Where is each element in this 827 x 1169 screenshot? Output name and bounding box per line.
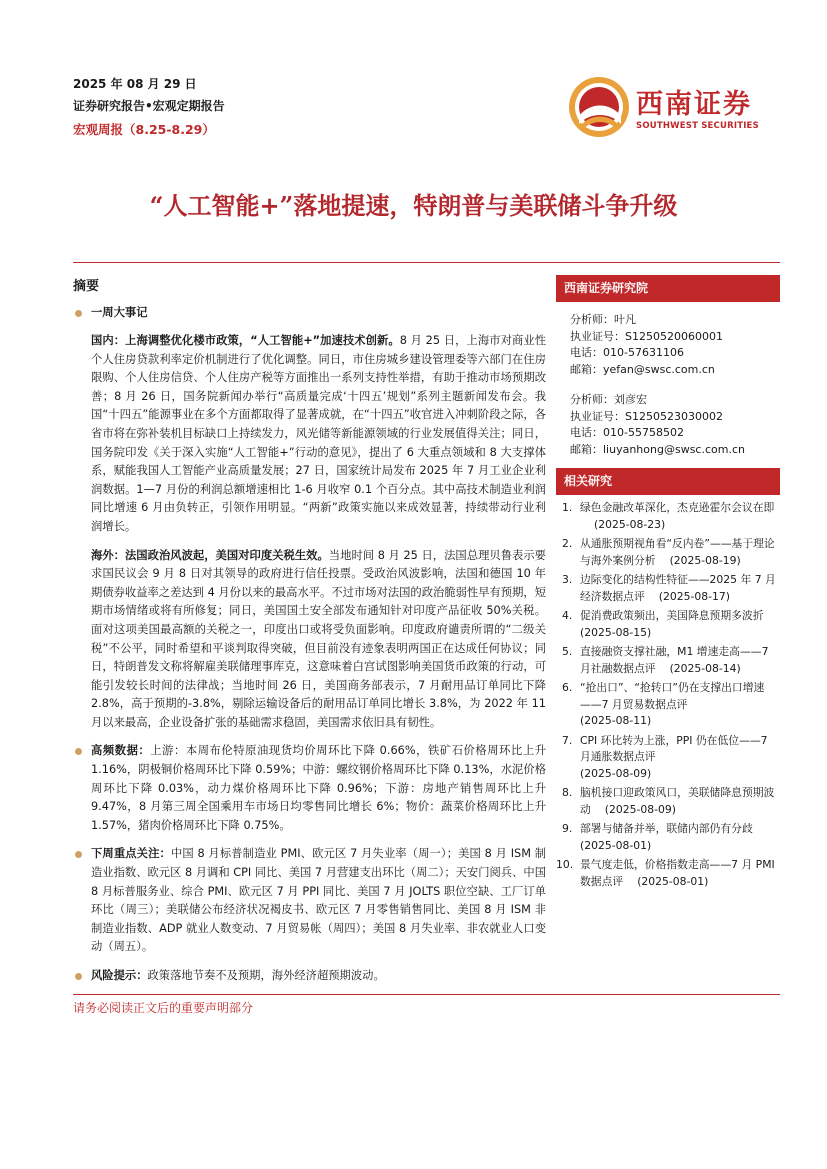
domestic-lead: 国内：上海调整优化楼市政策，“人工智能+”加速技术创新。 [91,334,400,347]
next-lead: 下周重点关注： [91,847,171,861]
item-title: 促消费政策频出，美国降息预期多波折 [580,609,764,622]
top-divider [73,262,780,263]
risk-lead: 风险提示： [91,969,148,982]
item-title: “抢出口”、“抢转口”仍在支撑出口增速——7 月贸易数据点评 [580,681,765,711]
institute-banner: 西南证券研究院 [556,275,780,302]
list-item[interactable] [556,572,780,605]
list-item[interactable] [556,857,780,890]
bottom-divider [73,994,780,995]
domestic-paragraph [73,332,546,537]
logo-chinese-name: 西南证券 [636,89,752,120]
analyst-phone: 电话：010-57631106 [570,346,684,359]
item-date: (2025-08-17) [658,589,730,603]
item-number: 7. [562,733,573,747]
analyst-email[interactable]: 邮箱：liuyanhong@swsc.com.cn [570,442,745,456]
item-date: (2025-08-09) [580,766,652,780]
item-number: 3. [562,573,573,586]
footer-disclaimer: 请务必阅读正文后的重要声明部分 [73,1001,254,1015]
overseas-paragraph [73,547,546,733]
logo-emblem-icon [566,74,632,140]
report-date: 2025 年 08 月 29 日 [73,77,197,91]
item-number: 1. [562,501,573,514]
analyst-block [556,312,780,458]
item-title: 边际变化的结构性特征——2025 年 7 月经济数据点评 [580,573,776,603]
item-date: (2025-08-01) [637,874,709,888]
item-date: (2025-08-01) [580,838,652,852]
item-title: 景气度走低，价格指数走高——7 月 PMI 数据点评 [580,858,775,888]
analyst-email[interactable]: 邮箱：yefan@swsc.com.cn [570,362,715,376]
bullet-dot-icon [75,310,82,317]
high-frequency-item [73,742,546,835]
item-number: 10. [556,858,574,871]
list-item[interactable] [556,733,780,783]
item-title: 从通胀预期视角看“反内卷”——基于理论与海外案例分析 [580,537,775,567]
bullet-dot-icon [75,851,82,858]
report-type: 证券研究报告•宏观定期报告 [73,99,225,113]
next-week-item [73,845,546,957]
list-item[interactable] [556,785,780,818]
item-number: 4. [562,609,573,622]
hf-lead: 高频数据： [91,744,151,758]
logo-english-name: SOUTHWEST SECURITIES [636,121,759,131]
item-title: 部署与储备并举，联储内部仍有分歧 [580,822,753,835]
week-events-label: 一周大事记 [91,306,148,319]
item-date: (2025-08-11) [580,714,652,727]
item-date: (2025-08-09) [604,802,676,816]
list-item[interactable] [556,644,780,677]
company-logo [566,72,766,142]
risk-body: 政策落地节奏不及预期，海外经济超预期波动。 [147,969,385,982]
item-date: (2025-08-15) [580,625,652,639]
report-series: 宏观周报（8.25-8.29） [73,122,215,137]
item-number: 6. [562,681,573,694]
next-body: 中国 8 月标普制造业 PMI、欧元区 7 月失业率（周一）；美国 8 月 ISM 制造业指数、欧元区 8 月调和 CPI 同比、美国 7 月营建支出环比（周二）；天安门阅兵、中国 8 月标普服务业、综合 PMI、欧元区 7 月 PPI 同比、美国 7 月 JOLTS 职位空缺、工厂订单环比（周三）；美联储公布经济状况褐皮书、欧元区 7 月零售销售同比、美国 8 月 ISM 非制造业指数、ADP 就业人数变动、7 月贸易帐（周四）；美国 8 月失业率、非农就业人口变动（周五）。 [91,847,546,954]
related-research-list [556,500,780,890]
list-item[interactable] [556,680,780,730]
domestic-body: 8 月 25 日，上海市对商业性个人住房贷款利率定价机制进行了优化调整。同日，市住房城乡建设管理委等六部门在住房限购、个人住房信贷、个人住房产税等方面推出一系列支持性举措，有助于推动市场预期改善；8 月 26 日，国务院新闻办举行“高质量完成‘十四五’规划”系列主题新闻发布会。我国“十四五”能源事业在多个方面都取得了显著成就，在“十四五”收官进入冲刺阶段之际，各省市将在弥补装机目标缺口上持续发力，风光储等新能源领域的行业发展值得关注；同日，国务院印发《关于深入实施“人工智能+”行动的意见》，提出了 6 大重点领域和 8 大支撑体系，赋能我国人工智能产业高质量发展；27 日，国家统计局发布 2025 年 7 月工业企业利润数据。1—7 月份的利润总额增速相比 1-6 月收窄 0.1 个百分点。其中高技术制造业利润同比增速 6 月由负转正，引领作用明显。“两新”政策实施以来成效显著，持续带动行业利润增长。 [91,334,546,533]
list-item[interactable] [556,500,780,533]
item-date: (2025-08-19) [669,553,741,567]
item-number: 9. [562,822,573,835]
report-title: “人工智能+”落地提速，特朗普与美联储斗争升级 [149,191,678,220]
list-item[interactable] [556,821,780,854]
item-number: 2. [562,537,573,550]
related-research [556,468,780,890]
item-title: 直接融资支撑社融，M1 增速走高——7 月社融数据点评 [580,645,769,675]
related-research-banner: 相关研究 [556,468,780,495]
item-title: 脑机接口迎政策风口，美联储降息预期波动 [580,786,775,816]
analyst-phone: 电话：010-55758502 [570,426,684,439]
item-date: (2025-08-14) [669,661,741,675]
abstract-heading: 摘要 [73,279,100,294]
list-item[interactable] [556,608,780,641]
analyst-cert: 执业证号：S1250520060001 [570,329,723,343]
item-title: CPI 环比转为上涨，PPI 仍在低位——7 月通胀数据点评 [580,733,768,763]
hf-body: 上游：本周布伦特原油现货均价周环比下降 0.66%，铁矿石价格周环比上升 1.16%，阴极铜价格周环比下降 0.59%；中游：螺纹钢价格周环比下降 0.13%，水泥价格周环比下降 0.03%，动力煤价格周环比下降 0.96%；下游：房地产销售周环比上升 9.47%，8 月第三周全国乘用车市场日均零售同比增长 6%；物价：蔬菜价格周环比上升 1.57%，猪肉价格周环比下降 0.75%。 [91,744,546,832]
abstract-body [73,300,546,986]
analyst-name: 分析师：刘彦宏 [570,393,647,406]
analyst-name: 分析师：叶凡 [570,313,636,326]
week-events-heading [73,300,546,326]
bullet-dot-icon [75,973,82,980]
risk-item [73,967,546,986]
analyst-cert: 执业证号：S1250523030002 [570,409,723,423]
bullet-dot-icon [75,748,82,755]
list-item[interactable] [556,536,780,569]
overseas-lead: 海外：法国政治风波起，美国对印度关税生效。 [91,548,329,562]
item-date: (2025-08-23) [594,517,666,531]
item-title: 绿色金融改革深化，杰克逊霍尔会议在即 [580,501,775,514]
item-number: 8. [562,786,573,799]
item-number: 5. [562,645,573,658]
overseas-body: 当地时间 8 月 25 日，法国总理贝鲁表示要求国民议会 9 月 8 日对其领导的政府进行信任投票。受政治风波影响，法国和德国 10 年期债券收益率之差达到 4 月份以来的最高水平。不过市场对法国的政治脆弱性早有预期，短期市场情绪或将有所修复；同日，美国国土安全部发布通知针对印度产品征收 50%关税。面对这项美国最高额的关税之一，印度出口或将受负面影响。印度政府谴责所谓的“二级关税”不公平，同时希望和平谈判取得突破，但目前没有迹象表明两国正在达成任何协议；同日，特朗普发文称将解雇美联储理事库克，这意味着白宫试图影响美国货币政策的行动，可能引发较长时间的法律战；当地时间 26 日，美国商务部表示，7 月耐用品订单同比下降 2.8%，高于预期的-3.8%，剔除运输设备后的耐用品订单同比增长 3.8%，为 2022 年 11 月以来最高，企业设备扩张的基础需求稳固，美国需求依旧具有韧性。 [91,548,546,729]
sidebar [556,275,780,901]
